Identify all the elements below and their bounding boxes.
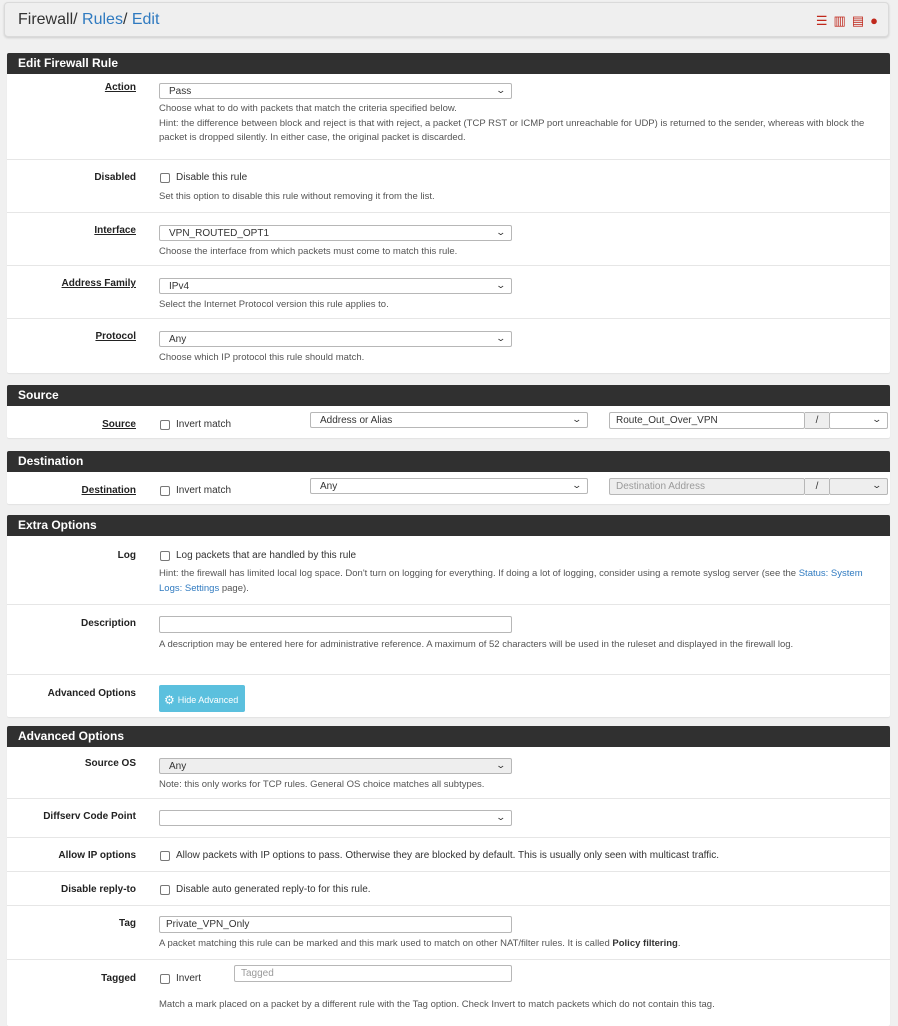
destination-address-input[interactable]: Destination Address xyxy=(609,478,805,495)
checkbox-box[interactable] xyxy=(160,551,170,561)
description-help: A description may be entered here for administrative reference. A maximum of 52 characters will be used in the ruleset and displayed in the firewall log. xyxy=(159,639,794,650)
advanced-options-row xyxy=(7,675,890,717)
diffserv-row xyxy=(7,799,890,838)
action-help-1: Choose what to do with packets that match the criteria specified below. xyxy=(159,103,457,114)
disabled-label: Disabled xyxy=(94,172,136,183)
action-value: Pass xyxy=(169,86,192,97)
checkbox-label: Log packets that are handled by this rule xyxy=(176,550,357,561)
bar-chart-icon[interactable]: ▥ xyxy=(833,13,846,28)
tag-label: Tag xyxy=(118,918,136,929)
log-row xyxy=(7,536,890,605)
address-family-value: IPv4 xyxy=(169,281,190,292)
chevron-down-icon: ⌄ xyxy=(495,227,507,237)
address-family-select[interactable] xyxy=(159,278,512,294)
tag-help-text: A packet matching this rule can be marked and this mark used to match on other NAT/filter rules. It is called xyxy=(159,938,613,949)
chevron-down-icon: ⌄ xyxy=(495,760,507,770)
protocol-value: Any xyxy=(169,334,187,345)
interface-select[interactable] xyxy=(159,225,512,241)
advanced-options-label: Advanced Options xyxy=(47,688,136,699)
address-family-help: Select the Internet Protocol version this rule applies to. xyxy=(159,299,389,310)
source-os-row xyxy=(7,747,890,799)
protocol-select[interactable] xyxy=(159,331,512,347)
source-panel xyxy=(7,385,890,438)
panel-title: Advanced Options xyxy=(7,726,890,747)
destination-invert-checkbox[interactable] xyxy=(160,485,231,496)
sliders-icon[interactable]: ☰ xyxy=(815,13,828,28)
checkbox-label: Disable this rule xyxy=(176,172,248,183)
source-label[interactable]: Source xyxy=(102,419,136,430)
panel-title: Source xyxy=(7,385,890,406)
allow-ip-options-label: Allow IP options xyxy=(58,850,136,861)
advanced-options-panel xyxy=(7,726,890,1026)
checkbox-box[interactable] xyxy=(160,851,170,861)
source-os-label: Source OS xyxy=(84,758,136,769)
help-icon[interactable]: ● xyxy=(870,13,878,28)
source-row xyxy=(7,406,890,438)
tagged-help: Match a mark placed on a packet by a different rule with the Tag option. Check Invert to match packets which do not contain this tag. xyxy=(159,999,715,1010)
source-os-help: Note: this only works for TCP rules. General OS choice matches all subtypes. xyxy=(159,779,485,790)
destination-slash: / xyxy=(805,478,829,495)
disabled-help: Set this option to disable this rule without removing it from the list. xyxy=(159,191,435,202)
chevron-down-icon: ⌄ xyxy=(871,414,883,424)
breadcrumb-sep: / xyxy=(73,11,78,28)
allow-ip-options-row xyxy=(7,838,890,872)
tagged-label: Tagged xyxy=(101,973,136,984)
log-help-text-end: page). xyxy=(219,582,249,594)
breadcrumb-sep: / xyxy=(122,11,128,28)
panel-title: Extra Options xyxy=(7,515,890,536)
source-os-select[interactable] xyxy=(159,758,512,774)
policy-filtering-text: Policy filtering xyxy=(612,938,678,949)
protocol-row xyxy=(7,319,890,373)
disable-reply-to-label: Disable reply-to xyxy=(60,884,136,895)
breadcrumb-rules-link[interactable]: Rules xyxy=(82,11,123,28)
address-family-row xyxy=(7,266,890,319)
destination-type-select[interactable] xyxy=(310,478,588,494)
edit-rule-panel xyxy=(7,53,890,373)
diffserv-select[interactable] xyxy=(159,810,512,826)
log-help-text: Hint: the firewall has limited local log space. Don't turn on logging for everything. If doing a lot of logging, consider using a remote syslog server (see the xyxy=(159,568,799,579)
source-os-value: Any xyxy=(169,761,187,772)
checkbox-label: Invert xyxy=(176,973,202,984)
checkbox-label: Allow packets with IP options to pass. Otherwise they are blocked by default. This is usually only seen with multicast traffic. xyxy=(176,850,720,861)
destination-label[interactable]: Destination xyxy=(81,485,136,496)
address-family-label[interactable]: Address Family xyxy=(61,278,136,289)
checkbox-box[interactable] xyxy=(160,885,170,895)
system-logs-settings-link[interactable]: Status: System Logs: Settings xyxy=(159,568,863,594)
breadcrumb-firewall: Firewall xyxy=(18,11,74,28)
source-slash: / xyxy=(805,412,829,429)
description-label: Description xyxy=(80,618,136,629)
tagged-input[interactable]: Tagged xyxy=(234,965,512,982)
interface-label[interactable]: Interface xyxy=(94,225,136,236)
panel-title: Destination xyxy=(7,451,890,472)
tag-input[interactable]: Private_VPN_Only xyxy=(159,916,512,933)
chevron-down-icon: ⌄ xyxy=(495,812,507,822)
breadcrumb-bar xyxy=(4,2,889,37)
tag-row xyxy=(7,906,890,960)
protocol-label[interactable]: Protocol xyxy=(95,331,136,342)
chevron-down-icon: ⌄ xyxy=(571,414,583,424)
chevron-down-icon: ⌄ xyxy=(495,280,507,290)
source-mask-select[interactable] xyxy=(829,412,888,429)
interface-value: VPN_ROUTED_OPT1 xyxy=(169,228,270,239)
description-input[interactable] xyxy=(159,616,512,633)
log-checkbox[interactable] xyxy=(160,550,356,561)
interface-row xyxy=(7,213,890,266)
source-address-input[interactable]: Route_Out_Over_VPN xyxy=(609,412,805,429)
protocol-help: Choose which IP protocol this rule should match. xyxy=(159,352,365,363)
action-help xyxy=(159,102,880,146)
checkbox-label: Invert match xyxy=(176,485,232,496)
disable-rule-checkbox[interactable] xyxy=(160,172,247,183)
breadcrumb-edit-link[interactable]: Edit xyxy=(131,11,160,28)
panel-title: Edit Firewall Rule xyxy=(7,53,890,74)
chevron-down-icon: ⌄ xyxy=(495,85,507,95)
source-type-value: Address or Alias xyxy=(320,415,393,426)
destination-type-value: Any xyxy=(320,481,338,492)
hide-advanced-label: Hide Advanced xyxy=(177,695,239,705)
source-invert-checkbox[interactable] xyxy=(160,419,231,430)
log-label: Log xyxy=(117,550,136,561)
tag-help-text-end: . xyxy=(677,938,681,949)
chevron-down-icon: ⌄ xyxy=(571,480,583,490)
action-select[interactable] xyxy=(159,83,512,99)
action-label[interactable]: Action xyxy=(104,82,136,93)
checkbox-box[interactable] xyxy=(160,173,170,183)
description-row xyxy=(7,605,890,675)
diffserv-label: Diffserv Code Point xyxy=(43,811,136,822)
chevron-down-icon: ⌄ xyxy=(871,480,883,490)
chevron-down-icon: ⌄ xyxy=(495,333,507,343)
destination-row xyxy=(7,472,890,504)
disable-reply-to-row xyxy=(7,872,890,906)
hide-advanced-button[interactable] xyxy=(159,685,245,712)
list-icon[interactable]: ▤ xyxy=(851,13,865,28)
extra-options-panel xyxy=(7,515,890,717)
action-help-2: Hint: the difference between block and reject is that with reject, a packet (TCP RST or ICMP port unreachable for UDP) is returned to the sender, whereas with block the packet is dropped silently. In either case, the original packet is discarded. xyxy=(159,117,865,143)
action-row xyxy=(7,74,890,160)
disable-reply-to-checkbox[interactable] xyxy=(160,884,371,895)
tag-help xyxy=(159,937,880,952)
source-type-select[interactable] xyxy=(310,412,588,428)
allow-ip-options-checkbox[interactable] xyxy=(160,850,719,861)
disabled-row xyxy=(7,160,890,213)
header-icons xyxy=(816,14,878,27)
checkbox-box[interactable] xyxy=(160,486,170,496)
tagged-invert-checkbox[interactable] xyxy=(160,973,201,984)
checkbox-label: Invert match xyxy=(176,419,232,430)
destination-mask-select[interactable] xyxy=(829,478,888,495)
interface-help: Choose the interface from which packets must come to match this rule. xyxy=(159,246,458,257)
checkbox-label: Disable auto generated reply-to for this rule. xyxy=(176,884,371,895)
gear-icon: ⚙ xyxy=(164,693,175,707)
checkbox-box[interactable] xyxy=(160,974,170,984)
breadcrumb xyxy=(18,11,159,29)
tagged-row xyxy=(7,960,890,1019)
log-help xyxy=(159,567,880,596)
checkbox-box[interactable] xyxy=(160,420,170,430)
destination-panel xyxy=(7,451,890,504)
